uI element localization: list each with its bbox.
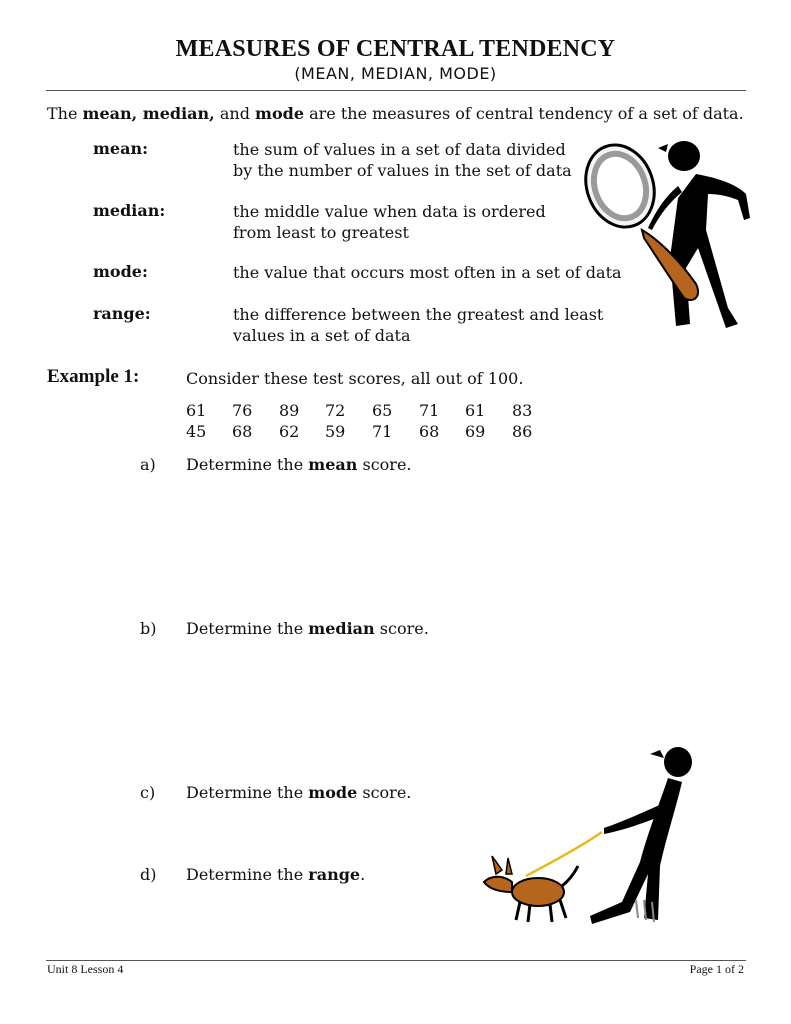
dog-walker-figure-icon [472, 742, 702, 932]
magnifying-glass-figure-icon [578, 138, 768, 334]
question-post: score. [362, 783, 412, 802]
score-cell: 89 [279, 401, 300, 420]
question-keyword: mean [308, 455, 358, 474]
score-cell: 76 [232, 401, 253, 420]
score-cell: 62 [279, 422, 300, 441]
score-cell: 59 [325, 422, 346, 441]
footer-divider [46, 960, 746, 961]
question-post: score. [379, 619, 429, 638]
score-cell: 69 [465, 422, 486, 441]
question-keyword: median [308, 619, 375, 638]
question-post: score. [362, 455, 412, 474]
intro-prefix: The [47, 104, 78, 123]
header-divider [46, 90, 746, 91]
walker-cap [650, 750, 664, 758]
dog-leash [526, 832, 602, 876]
score-cell: 65 [372, 401, 393, 420]
example-prompt: Consider these test scores, all out of 100. [186, 369, 524, 388]
definition-text-mean [233, 139, 572, 181]
question-label-a: a) [140, 455, 156, 474]
figure-cap [658, 144, 668, 152]
dog-body [512, 878, 564, 906]
definition-line: values in a set of data [233, 326, 411, 345]
score-cell: 83 [512, 401, 533, 420]
page-subtitle: (MEAN, MEDIAN, MODE) [294, 64, 497, 83]
question-keyword: range [308, 865, 361, 884]
definition-term-mean: mean: [93, 139, 149, 158]
score-cell: 68 [419, 422, 440, 441]
question-label-d: d) [140, 865, 157, 884]
question-label-b: b) [140, 619, 157, 638]
intro-sentence [47, 104, 744, 123]
definition-line: the value that occurs most often in a set of data [233, 263, 622, 282]
score-cell: 71 [419, 401, 440, 420]
score-cell: 86 [512, 422, 533, 441]
intro-mid: and [219, 104, 250, 123]
question-text-a [186, 455, 412, 474]
dog-head [484, 877, 512, 892]
definition-term-range: range: [93, 304, 151, 323]
question-pre: Determine the [186, 865, 304, 884]
score-cell: 68 [232, 422, 253, 441]
question-text-c [186, 783, 411, 802]
footer-unit-lesson: Unit 8 Lesson 4 [47, 962, 124, 976]
question-keyword: mode [308, 783, 358, 802]
question-pre: Determine the [186, 783, 304, 802]
definition-text-range [233, 304, 603, 346]
score-cell: 61 [465, 401, 486, 420]
dog-ears [492, 856, 512, 874]
score-cell: 71 [372, 422, 393, 441]
definition-line: the difference between the greatest and least [233, 305, 604, 324]
score-cell: 61 [186, 401, 207, 420]
question-text-d [186, 865, 365, 884]
intro-bold-mode: mode [255, 104, 304, 123]
definition-line: the middle value when data is ordered [233, 202, 546, 221]
figure-head [668, 141, 700, 171]
intro-bold-terms: mean, median, [82, 104, 215, 123]
intro-suffix: are the measures of central tendency of a set of data. [309, 104, 744, 123]
dog-tail [562, 866, 578, 886]
question-pre: Determine the [186, 455, 304, 474]
question-text-b [186, 619, 429, 638]
definition-text-median [233, 201, 546, 243]
example-label: Example 1: [47, 366, 140, 387]
question-pre: Determine the [186, 619, 304, 638]
definition-term-median: median: [93, 201, 166, 220]
definition-term-mode: mode: [93, 262, 148, 281]
page-title: MEASURES OF CENTRAL TENDENCY [175, 36, 616, 62]
question-label-c: c) [140, 783, 156, 802]
definition-line: the sum of values in a set of data divided [233, 140, 566, 159]
score-cell: 72 [325, 401, 346, 420]
figure-body [670, 174, 750, 328]
definition-line: from least to greatest [233, 223, 409, 242]
score-cell: 45 [186, 422, 207, 441]
definition-line: by the number of values in the set of data [233, 161, 572, 180]
definition-text-mode [233, 262, 622, 283]
footer-page-number: Page 1 of 2 [689, 962, 744, 976]
question-post: . [360, 865, 366, 884]
walker-head [664, 747, 692, 777]
